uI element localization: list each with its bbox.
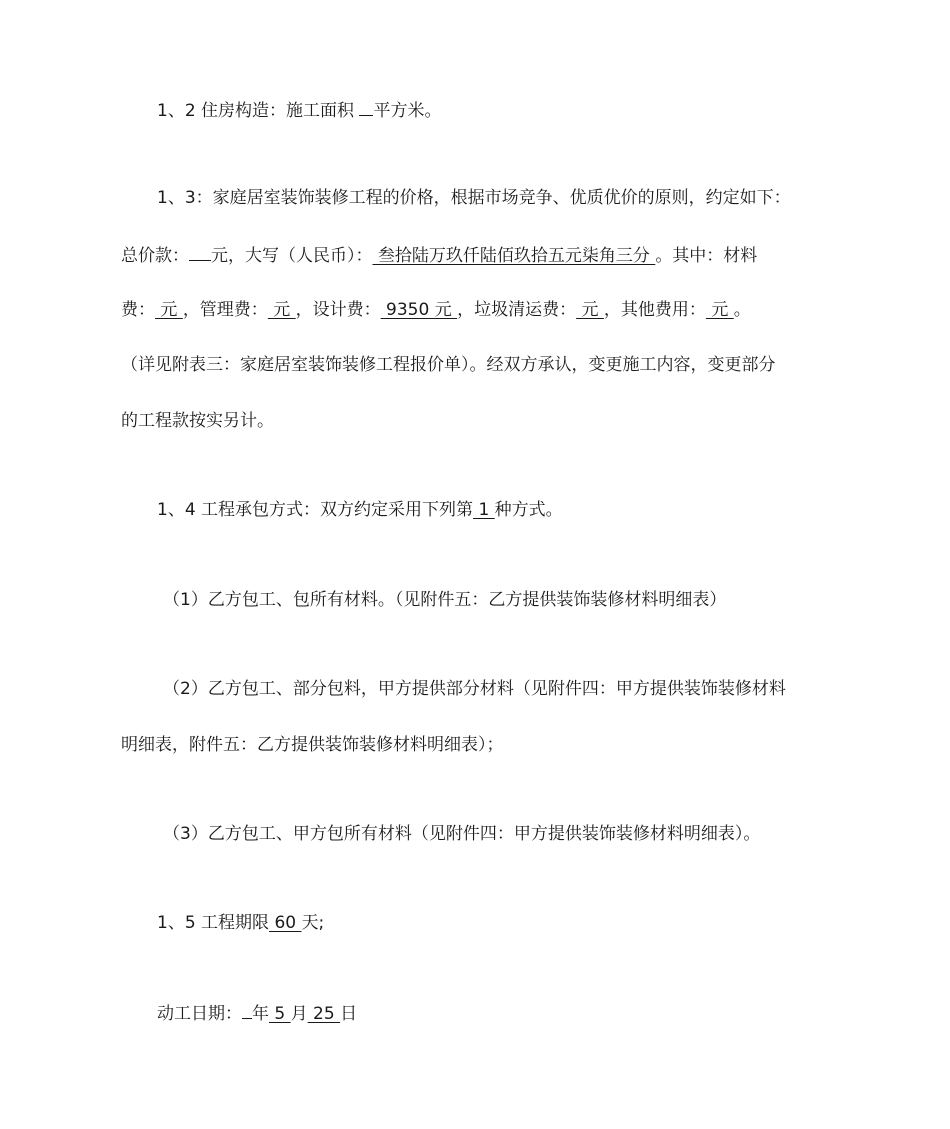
design-fee-label: ，设计费：: [295, 300, 381, 320]
clause-1-4: [157, 498, 563, 522]
other-fee-label: ，其他费用：: [603, 300, 706, 320]
day-unit: 日: [340, 1004, 358, 1024]
total-price-blank: [189, 242, 211, 261]
duration-unit: 天;: [301, 913, 325, 933]
line-end-period: 。: [733, 300, 751, 320]
total-price-label: 总价款：: [121, 246, 189, 266]
clause-1-3-line4: （详见附表三：家庭居室装饰装修工程报价单）。经双方承认，变更施工内容，变更部分: [121, 355, 776, 375]
contract-mode-suffix: 种方式。: [494, 500, 563, 520]
material-fee-value: 元: [155, 300, 183, 320]
management-fee-value: 元: [267, 300, 296, 320]
area-blank: [359, 97, 373, 116]
clause-1-3-line3: [121, 298, 751, 322]
duration-label: 1、5 工程期限: [157, 913, 270, 933]
material-label-start: 。其中：材料: [655, 246, 758, 266]
contract-mode-label: 1、4 工程承包方式：双方约定采用下列第: [157, 500, 474, 520]
clause-1-5: [157, 911, 324, 935]
month-unit: 月: [290, 1004, 308, 1024]
clause-1-3-line2: [121, 242, 757, 268]
year-blank: [242, 1000, 252, 1019]
material-fee-label: 费：: [121, 300, 155, 320]
clause-1-3-line5: 的工程款按实另计。: [121, 411, 274, 431]
capital-amount-value: 叁拾陆万玖仟陆佰玖拾五元柒角三分: [372, 246, 656, 266]
garbage-fee-label: ，垃圾清运费：: [457, 300, 577, 320]
option-2-line1: （2）乙方包工、部分包料，甲方提供部分材料（见附件四：甲方提供装饰装修材料: [163, 679, 786, 699]
other-fee-value: 元: [705, 300, 734, 320]
garbage-fee-value: 元: [576, 300, 604, 320]
management-fee-label: ，管理费：: [182, 300, 268, 320]
clause-1-2-text: 1、2 住房构造：施工面积: [157, 101, 360, 121]
option-2-line2: 明细表，附件五：乙方提供装饰装修材料明细表）；: [121, 735, 504, 755]
design-fee-value: 9350 元: [380, 300, 458, 320]
option-1: （1）乙方包工、包所有材料。（见附件五：乙方提供装饰装修材料明细表）: [163, 590, 727, 610]
day-value: 25: [307, 1004, 341, 1024]
contract-mode-value: 1: [473, 500, 495, 520]
clause-1-2-unit: 平方米。: [373, 101, 442, 121]
clause-1-3-line1: 1、3：家庭居室装饰装修工程的价格，根据市场竞争、优质优价的原则，约定如下：: [157, 188, 791, 208]
year-unit: 年: [252, 1004, 269, 1024]
clause-1-2: [157, 97, 441, 123]
option-3: （3）乙方包工、甲方包所有材料（见附件四：甲方提供装饰装修材料明细表）。: [163, 824, 761, 844]
month-value: 5: [269, 1004, 291, 1024]
capital-amount-label: 元，大写（人民币）：: [211, 246, 373, 266]
start-date: [157, 1000, 357, 1026]
duration-value: 60: [269, 913, 302, 933]
start-date-label: 动工日期：: [157, 1004, 242, 1024]
